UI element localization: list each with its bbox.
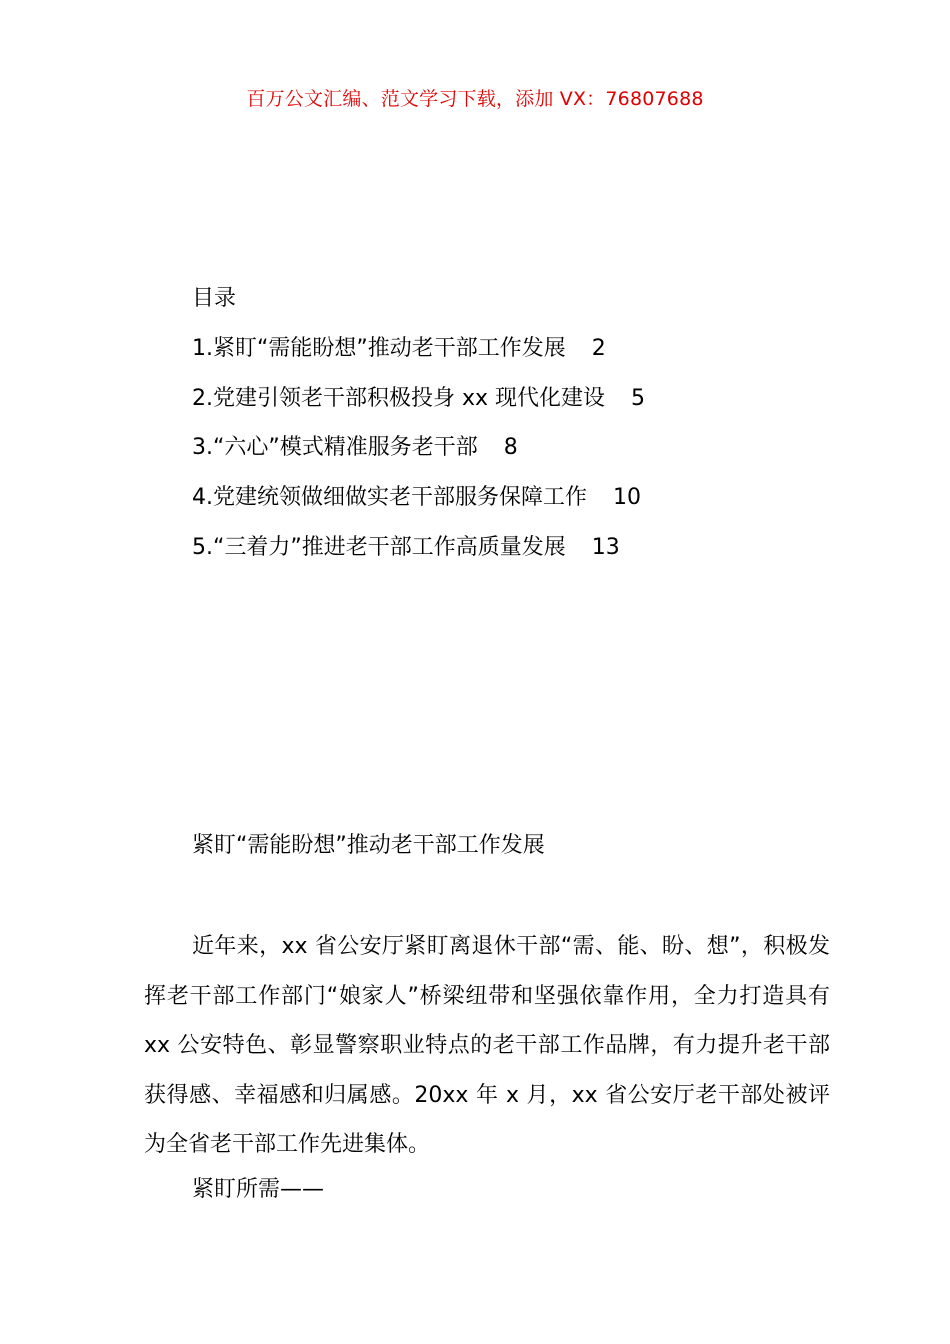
toc-item-page: 10	[613, 485, 641, 510]
toc-item-label: 5.“三着力”推进老干部工作高质量发展	[192, 535, 566, 560]
toc-item-label: 4.党建统领做细做实老干部服务保障工作	[192, 485, 587, 510]
section-subheading: 紧盯所需——	[192, 1177, 325, 1202]
toc-item	[192, 381, 645, 412]
toc-item-page: 8	[503, 435, 518, 460]
toc-item-page: 13	[591, 535, 620, 560]
toc-item	[192, 331, 606, 362]
toc-item	[192, 530, 620, 561]
toc-item	[192, 480, 641, 511]
article-title: 紧盯“需能盼想”推动老干部工作发展	[192, 833, 545, 858]
toc-item	[192, 430, 518, 461]
toc-title: 目录	[192, 286, 237, 311]
toc-item-label: 1.紧盯“需能盼想”推动老干部工作发展	[192, 336, 566, 361]
toc-item-page: 5	[631, 386, 646, 411]
toc-item-page: 2	[591, 336, 606, 361]
article-paragraph: 近年来，xx 省公安厅紧盯离退休干部“需、能、盼、想”，积极发挥老干部工作部门“娘家人”桥梁纽带和坚强依靠作用，全力打造具有 xx 公安特色、彰显警察职业特点的老干部工作品牌，有力提升老干部获得感、幸福感和归属感。20xx 年 x 月，xx 省公安厅老干部处被评为全省老干部工作先进集体。	[144, 934, 830, 1158]
toc-item-label: 3.“六心”模式精准服务老干部	[192, 435, 478, 460]
toc-item-label: 2.党建引领老干部积极投身 xx 现代化建设	[192, 386, 606, 411]
watermark-banner: 百万公文汇编、范文学习下载，添加 VX：76807688	[246, 88, 704, 110]
